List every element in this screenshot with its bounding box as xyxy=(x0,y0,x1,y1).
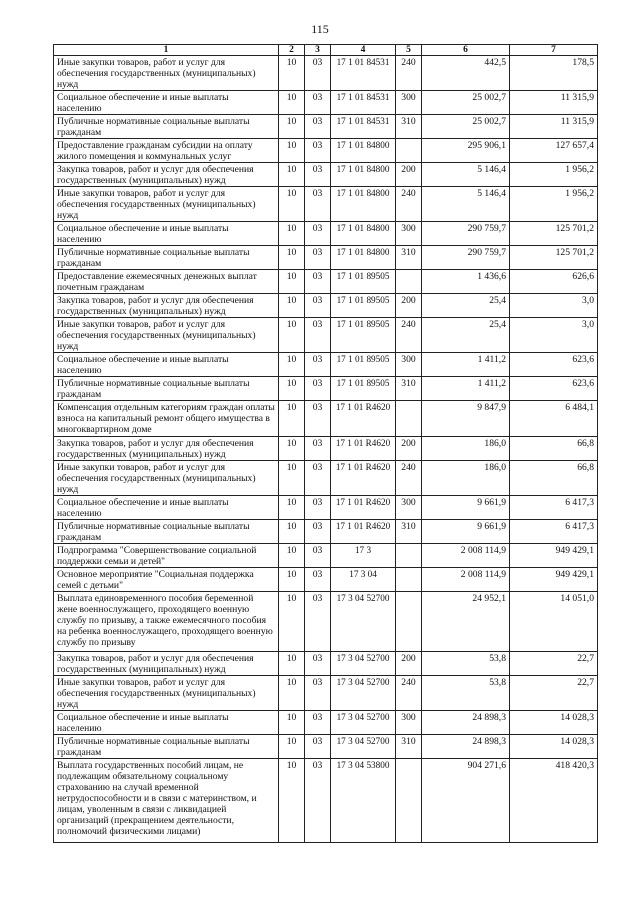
row-amount-actual: 1 956,2 xyxy=(510,187,598,222)
row-target-article: 17 1 01 R4620 xyxy=(331,496,396,520)
row-name: Закупка товаров, работ и услуг для обеспечения государственных (муниципальных) нужд xyxy=(54,294,279,318)
row-subsection: 03 xyxy=(305,56,331,91)
row-amount-actual: 3,0 xyxy=(510,318,598,353)
row-amount-actual: 1 956,2 xyxy=(510,163,598,187)
row-target-article: 17 3 04 52700 xyxy=(331,652,396,676)
row-name: Публичные нормативные социальные выплаты гражданам xyxy=(54,735,279,759)
row-subsection: 03 xyxy=(305,496,331,520)
row-amount-plan: 2 008 114,9 xyxy=(422,544,510,568)
row-amount-actual: 6 417,3 xyxy=(510,520,598,544)
row-expense-type: 200 xyxy=(396,437,422,461)
row-target-article: 17 3 04 52700 xyxy=(331,711,396,735)
row-subsection: 03 xyxy=(305,318,331,353)
table-row xyxy=(54,544,598,568)
row-name: Социальное обеспечение и иные выплаты населению xyxy=(54,353,279,377)
header-col-5: 5 xyxy=(396,45,422,56)
row-subsection: 03 xyxy=(305,163,331,187)
row-amount-actual: 11 315,9 xyxy=(510,91,598,115)
row-section: 10 xyxy=(279,56,305,91)
row-subsection: 03 xyxy=(305,187,331,222)
table-row xyxy=(54,246,598,270)
row-target-article: 17 1 01 84800 xyxy=(331,187,396,222)
header-col-7: 7 xyxy=(510,45,598,56)
row-name: Социальное обеспечение и иные выплаты населению xyxy=(54,496,279,520)
row-expense-type xyxy=(396,270,422,294)
row-section: 10 xyxy=(279,568,305,592)
table-row xyxy=(54,676,598,711)
row-expense-type xyxy=(396,759,422,843)
row-subsection: 03 xyxy=(305,401,331,437)
row-target-article: 17 3 04 xyxy=(331,568,396,592)
row-subsection: 03 xyxy=(305,353,331,377)
row-expense-type: 300 xyxy=(396,222,422,246)
row-subsection: 03 xyxy=(305,270,331,294)
row-name: Предоставление ежемесячных денежных выплат почетным гражданам xyxy=(54,270,279,294)
row-section: 10 xyxy=(279,437,305,461)
row-subsection: 03 xyxy=(305,711,331,735)
table-row xyxy=(54,735,598,759)
row-subsection: 03 xyxy=(305,222,331,246)
row-amount-actual: 178,5 xyxy=(510,56,598,91)
row-section: 10 xyxy=(279,520,305,544)
row-name: Выплата государственных пособий лицам, не подлежащим обязательному социальному страхованию на случай временной нетрудоспособности и в связи с материнством, и лицам, уволенным в связи с ликвидацией организаций (прекращением деятельности, полномочий физическими лицами) xyxy=(54,759,279,843)
row-amount-actual: 6 484,1 xyxy=(510,401,598,437)
row-subsection: 03 xyxy=(305,592,331,652)
table-header-row xyxy=(54,45,598,56)
row-section: 10 xyxy=(279,496,305,520)
row-section: 10 xyxy=(279,735,305,759)
row-section: 10 xyxy=(279,676,305,711)
row-target-article: 17 1 01 89505 xyxy=(331,294,396,318)
table-row xyxy=(54,592,598,652)
row-section: 10 xyxy=(279,318,305,353)
row-expense-type xyxy=(396,139,422,163)
row-subsection: 03 xyxy=(305,461,331,496)
row-name: Закупка товаров, работ и услуг для обеспечения государственных (муниципальных) нужд xyxy=(54,652,279,676)
row-expense-type: 310 xyxy=(396,520,422,544)
row-amount-plan: 186,0 xyxy=(422,461,510,496)
row-target-article: 17 3 04 52700 xyxy=(331,592,396,652)
row-target-article: 17 1 01 R4620 xyxy=(331,401,396,437)
row-section: 10 xyxy=(279,461,305,496)
row-name: Социальное обеспечение и иные выплаты населению xyxy=(54,222,279,246)
row-amount-actual: 22,7 xyxy=(510,676,598,711)
row-name: Закупка товаров, работ и услуг для обеспечения государственных (муниципальных) нужд xyxy=(54,437,279,461)
row-amount-plan: 290 759,7 xyxy=(422,222,510,246)
row-subsection: 03 xyxy=(305,676,331,711)
row-subsection: 03 xyxy=(305,520,331,544)
row-amount-plan: 290 759,7 xyxy=(422,246,510,270)
row-target-article: 17 1 01 84531 xyxy=(331,115,396,139)
row-name: Компенсация отдельным категориям граждан оплаты взноса на капитальный ремонт общего имущества в многоквартирном доме xyxy=(54,401,279,437)
row-name: Публичные нормативные социальные выплаты гражданам xyxy=(54,115,279,139)
table-row xyxy=(54,401,598,437)
row-amount-plan: 442,5 xyxy=(422,56,510,91)
row-amount-plan: 2 008 114,9 xyxy=(422,568,510,592)
row-expense-type: 300 xyxy=(396,711,422,735)
row-section: 10 xyxy=(279,139,305,163)
row-amount-plan: 5 146,4 xyxy=(422,187,510,222)
row-amount-actual: 949 429,1 xyxy=(510,544,598,568)
table-row xyxy=(54,115,598,139)
row-expense-type: 300 xyxy=(396,91,422,115)
row-expense-type: 310 xyxy=(396,115,422,139)
table-row xyxy=(54,652,598,676)
header-col-4: 4 xyxy=(331,45,396,56)
row-amount-plan: 25,4 xyxy=(422,294,510,318)
table-row xyxy=(54,437,598,461)
row-target-article: 17 3 xyxy=(331,544,396,568)
row-target-article: 17 1 01 84800 xyxy=(331,163,396,187)
table-row xyxy=(54,56,598,91)
row-amount-actual: 3,0 xyxy=(510,294,598,318)
table-row xyxy=(54,318,598,353)
table-row xyxy=(54,353,598,377)
row-amount-plan: 24 898,3 xyxy=(422,711,510,735)
table-row xyxy=(54,222,598,246)
table-row xyxy=(54,91,598,115)
row-name: Иные закупки товаров, работ и услуг для обеспечения государственных (муниципальных) нужд xyxy=(54,187,279,222)
row-section: 10 xyxy=(279,187,305,222)
row-section: 10 xyxy=(279,91,305,115)
table-row xyxy=(54,568,598,592)
row-expense-type xyxy=(396,592,422,652)
row-name: Иные закупки товаров, работ и услуг для обеспечения государственных (муниципальных) нужд xyxy=(54,318,279,353)
row-subsection: 03 xyxy=(305,759,331,843)
row-subsection: 03 xyxy=(305,246,331,270)
row-name: Иные закупки товаров, работ и услуг для обеспечения государственных (муниципальных) нужд xyxy=(54,676,279,711)
row-name: Предоставление гражданам субсидии на оплату жилого помещения и коммунальных услуг xyxy=(54,139,279,163)
row-expense-type: 310 xyxy=(396,735,422,759)
row-target-article: 17 1 01 89505 xyxy=(331,270,396,294)
row-amount-actual: 125 701,2 xyxy=(510,246,598,270)
row-expense-type: 240 xyxy=(396,187,422,222)
row-target-article: 17 1 01 89505 xyxy=(331,318,396,353)
row-subsection: 03 xyxy=(305,294,331,318)
row-expense-type: 310 xyxy=(396,377,422,401)
row-name: Подпрограмма "Совершенствование социальной поддержки семьи и детей" xyxy=(54,544,279,568)
row-amount-plan: 25 002,7 xyxy=(422,115,510,139)
row-amount-actual: 11 315,9 xyxy=(510,115,598,139)
row-name: Иные закупки товаров, работ и услуг для обеспечения государственных (муниципальных) нужд xyxy=(54,461,279,496)
row-amount-plan: 24 898,3 xyxy=(422,735,510,759)
row-amount-actual: 22,7 xyxy=(510,652,598,676)
table-row xyxy=(54,163,598,187)
row-section: 10 xyxy=(279,353,305,377)
row-target-article: 17 3 04 53800 xyxy=(331,759,396,843)
row-expense-type: 200 xyxy=(396,294,422,318)
row-target-article: 17 1 01 R4620 xyxy=(331,437,396,461)
table-row xyxy=(54,461,598,496)
header-col-6: 6 xyxy=(422,45,510,56)
header-col-2: 2 xyxy=(279,45,305,56)
row-amount-plan: 9 847,9 xyxy=(422,401,510,437)
row-amount-actual: 626,6 xyxy=(510,270,598,294)
row-amount-plan: 53,8 xyxy=(422,676,510,711)
row-amount-plan: 5 146,4 xyxy=(422,163,510,187)
row-target-article: 17 3 04 52700 xyxy=(331,676,396,711)
row-target-article: 17 3 04 52700 xyxy=(331,735,396,759)
row-name: Основное мероприятие "Социальная поддержка семей с детьми" xyxy=(54,568,279,592)
row-subsection: 03 xyxy=(305,437,331,461)
budget-table xyxy=(53,44,598,843)
row-section: 10 xyxy=(279,294,305,318)
page-number: 115 xyxy=(311,22,329,36)
row-section: 10 xyxy=(279,652,305,676)
row-target-article: 17 1 01 89505 xyxy=(331,353,396,377)
row-amount-actual: 127 657,4 xyxy=(510,139,598,163)
row-amount-plan: 295 906,1 xyxy=(422,139,510,163)
table-row xyxy=(54,187,598,222)
row-amount-plan: 1 411,2 xyxy=(422,353,510,377)
row-amount-plan: 9 661,9 xyxy=(422,496,510,520)
row-name: Социальное обеспечение и иные выплаты населению xyxy=(54,711,279,735)
row-section: 10 xyxy=(279,592,305,652)
row-section: 10 xyxy=(279,544,305,568)
row-name: Иные закупки товаров, работ и услуг для обеспечения государственных (муниципальных) нужд xyxy=(54,56,279,91)
row-name: Закупка товаров, работ и услуг для обеспечения государственных (муниципальных) нужд xyxy=(54,163,279,187)
row-amount-actual: 949 429,1 xyxy=(510,568,598,592)
row-subsection: 03 xyxy=(305,568,331,592)
row-amount-plan: 1 436,6 xyxy=(422,270,510,294)
row-expense-type: 310 xyxy=(396,246,422,270)
row-expense-type: 240 xyxy=(396,676,422,711)
row-target-article: 17 1 01 84800 xyxy=(331,139,396,163)
table-body xyxy=(54,56,598,843)
row-subsection: 03 xyxy=(305,544,331,568)
row-expense-type: 300 xyxy=(396,496,422,520)
row-amount-actual: 66,8 xyxy=(510,461,598,496)
row-target-article: 17 1 01 84531 xyxy=(331,56,396,91)
row-section: 10 xyxy=(279,759,305,843)
row-expense-type xyxy=(396,544,422,568)
row-expense-type: 300 xyxy=(396,353,422,377)
row-expense-type xyxy=(396,401,422,437)
row-section: 10 xyxy=(279,222,305,246)
table-row xyxy=(54,377,598,401)
row-target-article: 17 1 01 84531 xyxy=(331,91,396,115)
row-amount-plan: 1 411,2 xyxy=(422,377,510,401)
row-section: 10 xyxy=(279,115,305,139)
header-col-1: 1 xyxy=(54,45,279,56)
row-subsection: 03 xyxy=(305,377,331,401)
table-row xyxy=(54,270,598,294)
table-row xyxy=(54,520,598,544)
row-amount-plan: 25 002,7 xyxy=(422,91,510,115)
row-subsection: 03 xyxy=(305,139,331,163)
row-section: 10 xyxy=(279,163,305,187)
row-amount-actual: 623,6 xyxy=(510,377,598,401)
row-section: 10 xyxy=(279,401,305,437)
row-expense-type: 240 xyxy=(396,461,422,496)
row-section: 10 xyxy=(279,711,305,735)
row-name: Выплата единовременного пособия беременной жене военнослужащего, проходящего военную службу по призыву, а также ежемесячного пособия на ребенка военнослужащего, проходящего военную службу по призыву xyxy=(54,592,279,652)
row-amount-plan: 904 271,6 xyxy=(422,759,510,843)
table-row xyxy=(54,294,598,318)
table-row xyxy=(54,139,598,163)
row-subsection: 03 xyxy=(305,652,331,676)
row-amount-plan: 186,0 xyxy=(422,437,510,461)
row-amount-plan: 25,4 xyxy=(422,318,510,353)
row-expense-type xyxy=(396,568,422,592)
row-target-article: 17 1 01 84800 xyxy=(331,246,396,270)
row-name: Публичные нормативные социальные выплаты гражданам xyxy=(54,377,279,401)
row-amount-actual: 623,6 xyxy=(510,353,598,377)
row-amount-actual: 14 028,3 xyxy=(510,711,598,735)
row-expense-type: 240 xyxy=(396,56,422,91)
row-name: Социальное обеспечение и иные выплаты населению xyxy=(54,91,279,115)
row-amount-plan: 53,8 xyxy=(422,652,510,676)
row-subsection: 03 xyxy=(305,91,331,115)
table-row xyxy=(54,711,598,735)
row-section: 10 xyxy=(279,270,305,294)
row-amount-actual: 14 051,0 xyxy=(510,592,598,652)
row-expense-type: 240 xyxy=(396,318,422,353)
row-amount-plan: 24 952,1 xyxy=(422,592,510,652)
row-target-article: 17 1 01 R4620 xyxy=(331,461,396,496)
table-row xyxy=(54,759,598,843)
row-name: Публичные нормативные социальные выплаты гражданам xyxy=(54,520,279,544)
row-expense-type: 200 xyxy=(396,652,422,676)
header-col-3: 3 xyxy=(305,45,331,56)
row-target-article: 17 1 01 R4620 xyxy=(331,520,396,544)
row-amount-actual: 14 028,3 xyxy=(510,735,598,759)
row-section: 10 xyxy=(279,377,305,401)
row-subsection: 03 xyxy=(305,115,331,139)
row-target-article: 17 1 01 89505 xyxy=(331,377,396,401)
row-name: Публичные нормативные социальные выплаты гражданам xyxy=(54,246,279,270)
row-target-article: 17 1 01 84800 xyxy=(331,222,396,246)
row-amount-actual: 418 420,3 xyxy=(510,759,598,843)
table-row xyxy=(54,496,598,520)
row-amount-actual: 66,8 xyxy=(510,437,598,461)
row-section: 10 xyxy=(279,246,305,270)
row-amount-actual: 125 701,2 xyxy=(510,222,598,246)
row-subsection: 03 xyxy=(305,735,331,759)
row-expense-type: 200 xyxy=(396,163,422,187)
row-amount-plan: 9 661,9 xyxy=(422,520,510,544)
row-amount-actual: 6 417,3 xyxy=(510,496,598,520)
